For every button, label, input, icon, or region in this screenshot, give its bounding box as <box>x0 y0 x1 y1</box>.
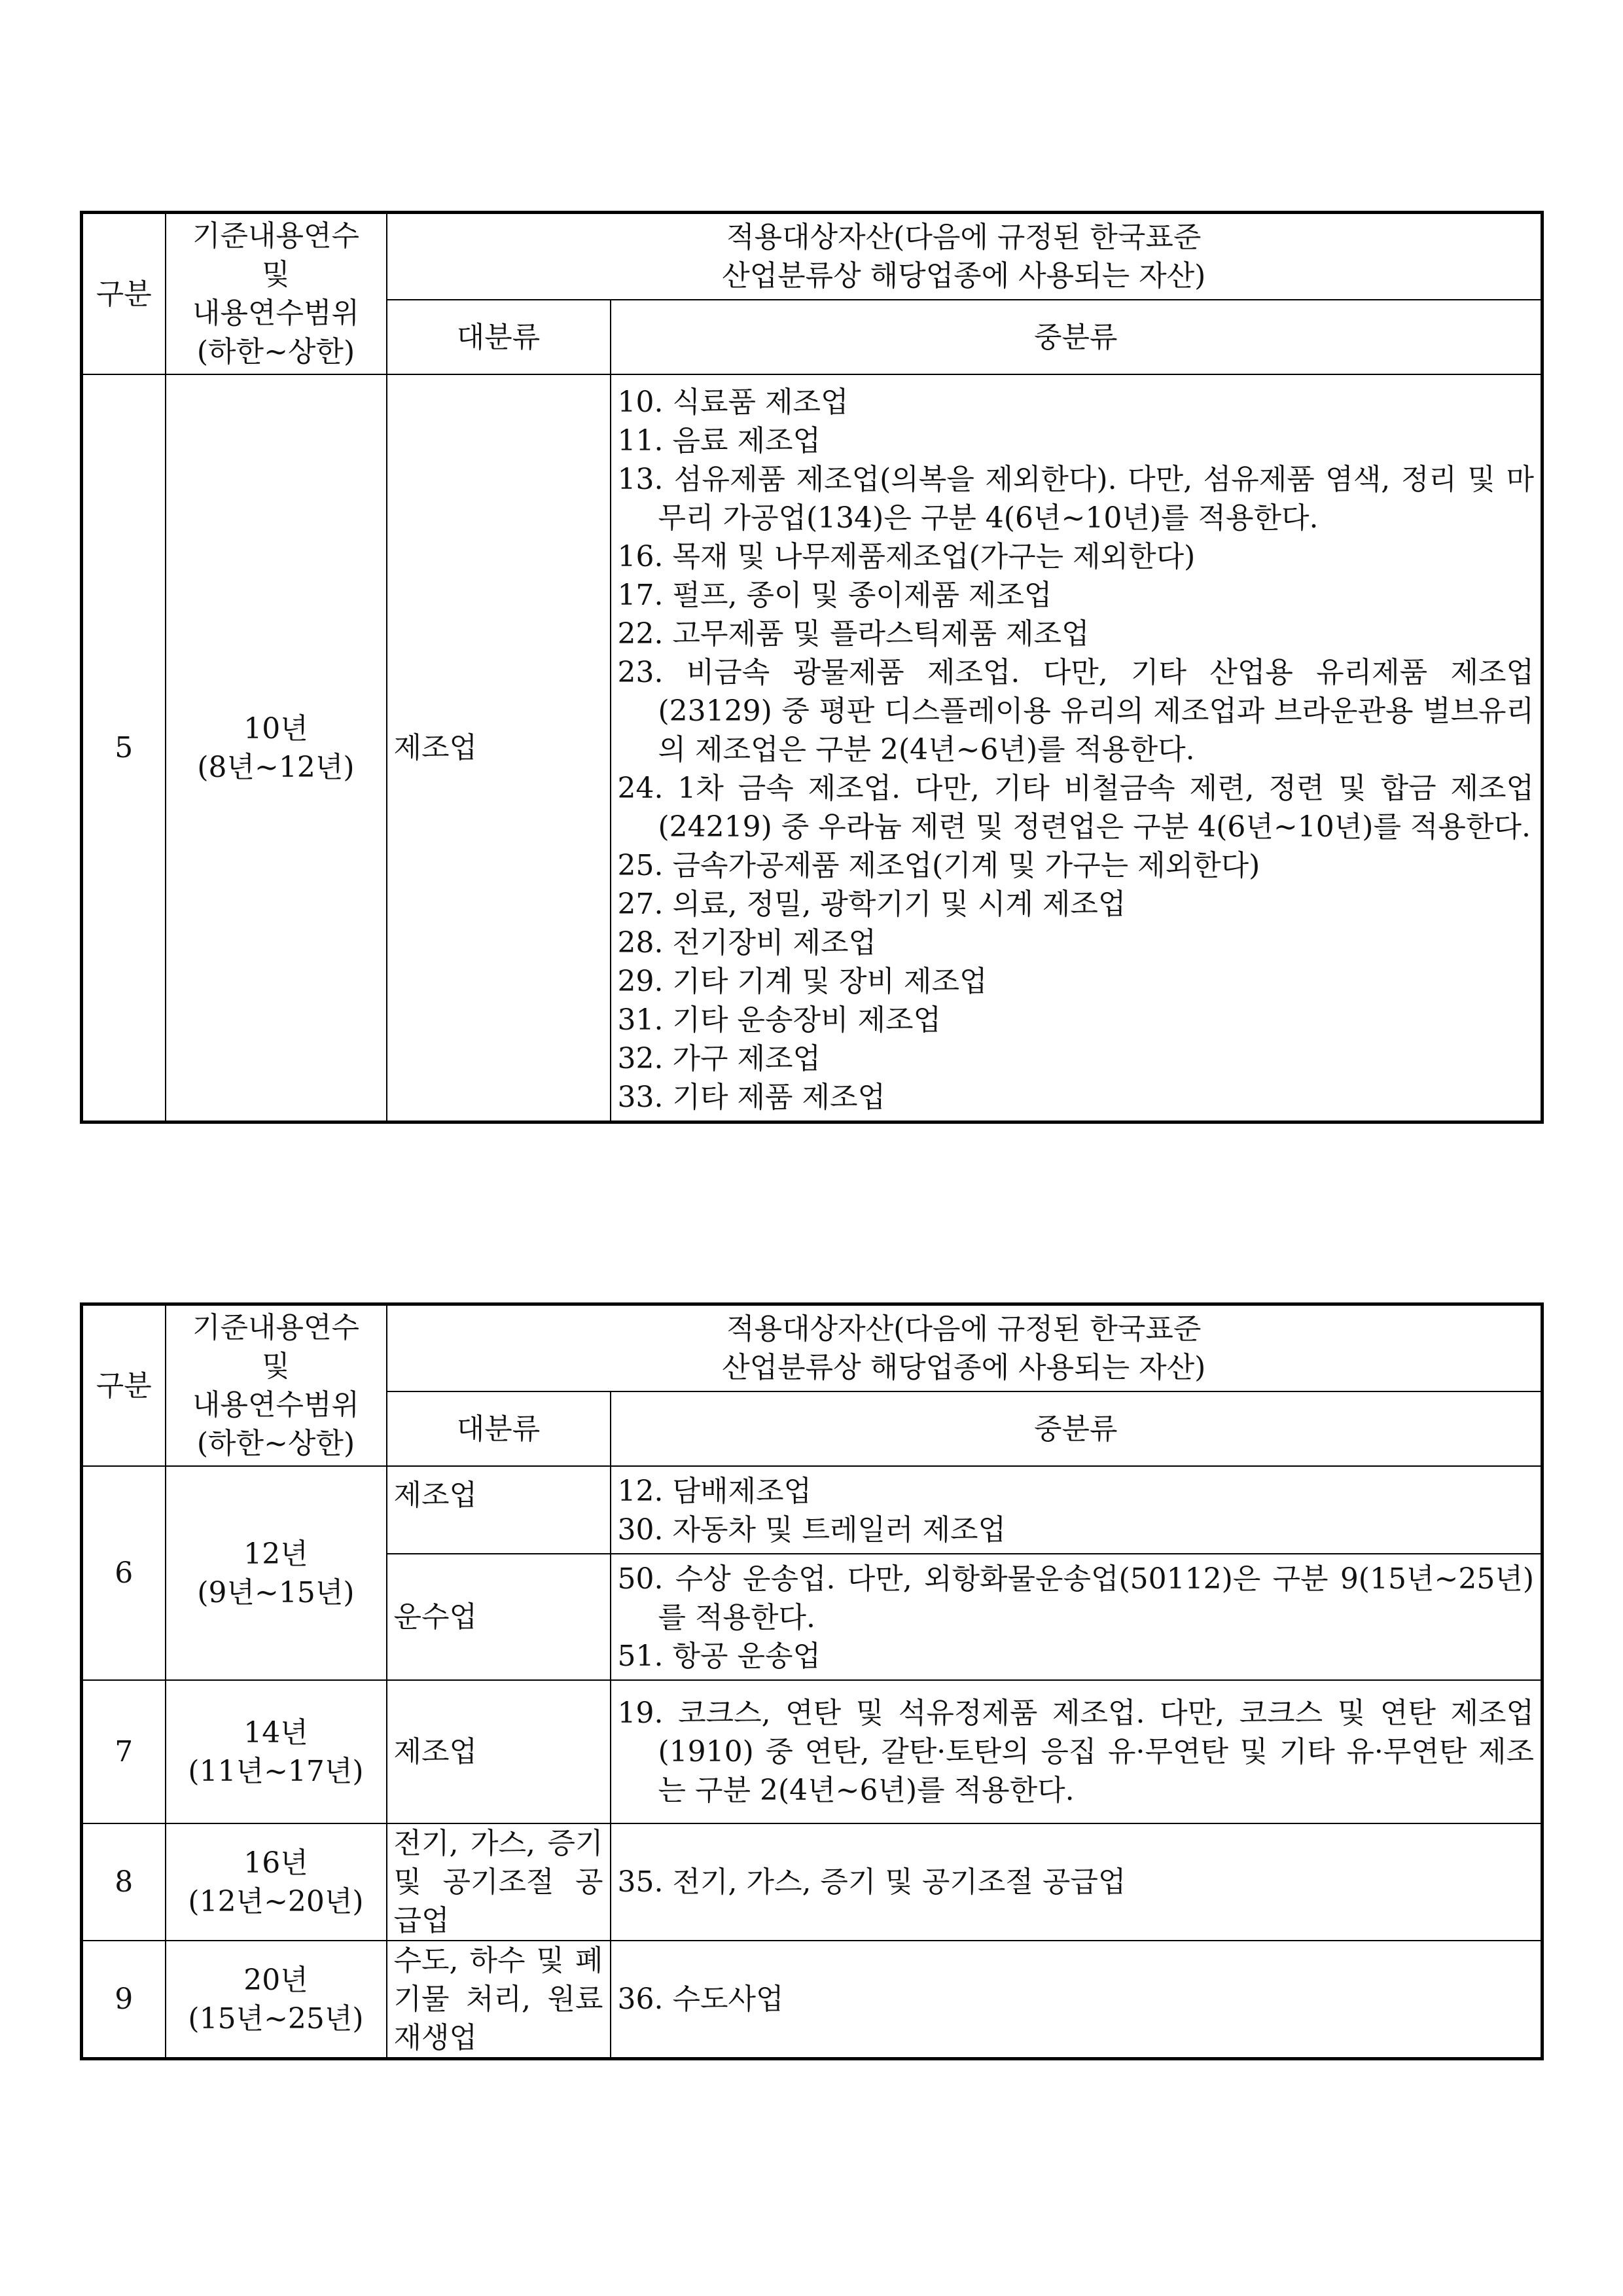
list-item: 50. 수상 운송업. 다만, 외항화물운송업(50112)은 구분 9(15년∼25년)를 적용한다. <box>617 1562 1534 1634</box>
row-period <box>166 1466 387 1680</box>
header-period-line: 내용연수범위 <box>192 296 360 330</box>
depreciation-table-1 <box>80 211 1544 1124</box>
header-assets-line: 적용대상자산(다음에 규정된 한국표준 <box>726 1312 1202 1346</box>
table-row <box>82 1823 1543 1941</box>
row-gubun: 8 <box>82 1823 166 1941</box>
header-period-line: (하한∼상한) <box>196 335 355 368</box>
header-gubun: 구분 <box>82 1304 166 1467</box>
list-item: 10. 식료품 제조업 <box>617 386 849 419</box>
list-item: 25. 금속가공제품 제조업(기계 및 가구는 제외한다) <box>617 849 1260 882</box>
header-major: 대분류 <box>387 300 611 374</box>
list-item: 51. 항공 운송업 <box>617 1640 821 1673</box>
row-years: 20년 <box>243 1963 308 1997</box>
header-period-line: 및 <box>262 1350 290 1383</box>
row-years: 10년 <box>243 711 308 745</box>
header-major: 대분류 <box>387 1391 611 1466</box>
row-years: 16년 <box>243 1846 308 1880</box>
row-period <box>166 374 387 1122</box>
row-items <box>611 1466 1543 1554</box>
header-period-line: 및 <box>262 258 290 291</box>
row-period <box>166 1941 387 2059</box>
list-item: 35. 전기, 가스, 증기 및 공기조절 공급업 <box>617 1865 1126 1899</box>
row-gubun: 9 <box>82 1941 166 2059</box>
header-middle: 중분류 <box>611 1391 1543 1466</box>
row-major: 제조업 <box>387 374 611 1122</box>
header-assets-line: 적용대상자산(다음에 규정된 한국표준 <box>726 221 1202 254</box>
header-assets-line: 산업분류상 해당업종에 사용되는 자산) <box>722 1351 1206 1384</box>
table-row <box>82 374 1543 1122</box>
list-item: 19. 코크스, 연탄 및 석유정제품 제조업. 다만, 코크스 및 연탄 제조업(1910) 중 연탄, 갈탄·토탄의 응집 유·무연탄 및 기타 유·무연탄 제조는 구분 2(4년∼6년)를 적용한다. <box>617 1696 1534 1807</box>
list-item: 28. 전기장비 제조업 <box>617 926 876 960</box>
header-assets <box>387 213 1543 300</box>
list-item: 13. 섬유제품 제조업(의복을 제외한다). 다만, 섬유제품 염색, 정리 및 마무리 가공업(134)은 구분 4(6년∼10년)를 적용한다. <box>617 463 1534 535</box>
list-item: 27. 의료, 정밀, 광학기기 및 시계 제조업 <box>617 888 1126 921</box>
header-gubun: 구분 <box>82 213 166 375</box>
row-range: (15년∼25년) <box>188 2001 364 2036</box>
row-items <box>611 1823 1543 1941</box>
list-item: 31. 기타 운송장비 제조업 <box>617 1003 941 1037</box>
row-period <box>166 1823 387 1941</box>
row-period <box>166 1680 387 1823</box>
table-row <box>82 1466 1543 1554</box>
row-items <box>611 1680 1543 1823</box>
list-item: 17. 펄프, 종이 및 종이제품 제조업 <box>617 579 1052 612</box>
row-range: (9년∼15년) <box>197 1575 355 1609</box>
row-major: 전기, 가스, 증기 및 공기조절 공급업 <box>387 1823 611 1941</box>
list-item: 30. 자동차 및 트레일러 제조업 <box>617 1513 1006 1547</box>
list-item: 12. 담배제조업 <box>617 1475 812 1508</box>
depreciation-table-2 <box>80 1302 1544 2060</box>
list-item: 24. 1차 금속 제조업. 다만, 기타 비철금속 제련, 정련 및 합금 제조업(24219) 중 우라늄 제련 및 정련업은 구분 4(6년∼10년)를 적용한다. <box>617 772 1534 844</box>
row-range: (11년∼17년) <box>188 1754 364 1788</box>
row-items <box>611 374 1543 1122</box>
row-gubun: 7 <box>82 1680 166 1823</box>
header-period <box>166 1304 387 1467</box>
table-row <box>82 1941 1543 2059</box>
list-item: 29. 기타 기계 및 장비 제조업 <box>617 965 988 998</box>
header-period-line: 기준내용연수 <box>192 219 360 253</box>
row-years: 12년 <box>243 1537 308 1571</box>
list-item: 33. 기타 제품 제조업 <box>617 1081 885 1114</box>
header-period-line: 내용연수범위 <box>192 1388 360 1422</box>
list-item: 22. 고무제품 및 플라스틱제품 제조업 <box>617 617 1090 651</box>
row-major: 제조업 <box>387 1680 611 1823</box>
list-item: 16. 목재 및 나무제품제조업(가구는 제외한다) <box>617 540 1196 573</box>
row-range: (8년∼12년) <box>197 750 355 784</box>
row-range: (12년∼20년) <box>188 1884 364 1918</box>
list-item: 36. 수도사업 <box>617 1982 784 2016</box>
header-assets-line: 산업분류상 해당업종에 사용되는 자산) <box>722 259 1206 293</box>
row-gubun: 6 <box>82 1466 166 1680</box>
row-years: 14년 <box>243 1715 308 1749</box>
list-item: 11. 음료 제조업 <box>617 424 821 457</box>
table-row <box>82 1680 1543 1823</box>
row-major: 운수업 <box>387 1554 611 1680</box>
header-period-line: 기준내용연수 <box>192 1311 360 1344</box>
header-period <box>166 213 387 375</box>
row-major: 수도, 하수 및 폐기물 처리, 원료재생업 <box>387 1941 611 2059</box>
row-items <box>611 1941 1543 2059</box>
header-assets <box>387 1304 1543 1392</box>
list-item: 32. 가구 제조업 <box>617 1042 821 1075</box>
row-gubun: 5 <box>82 374 166 1122</box>
header-period-line: (하한∼상한) <box>196 1427 355 1460</box>
list-item: 23. 비금속 광물제품 제조업. 다만, 기타 산업용 유리제품 제조업(23129) 중 평판 디스플레이용 유리의 제조업과 브라운관용 벌브유리의 제조업은 구분 2(4년∼6년)를 적용한다. <box>617 656 1534 766</box>
header-middle: 중분류 <box>611 300 1543 374</box>
row-major: 제조업 <box>387 1466 611 1554</box>
row-items <box>611 1554 1543 1680</box>
